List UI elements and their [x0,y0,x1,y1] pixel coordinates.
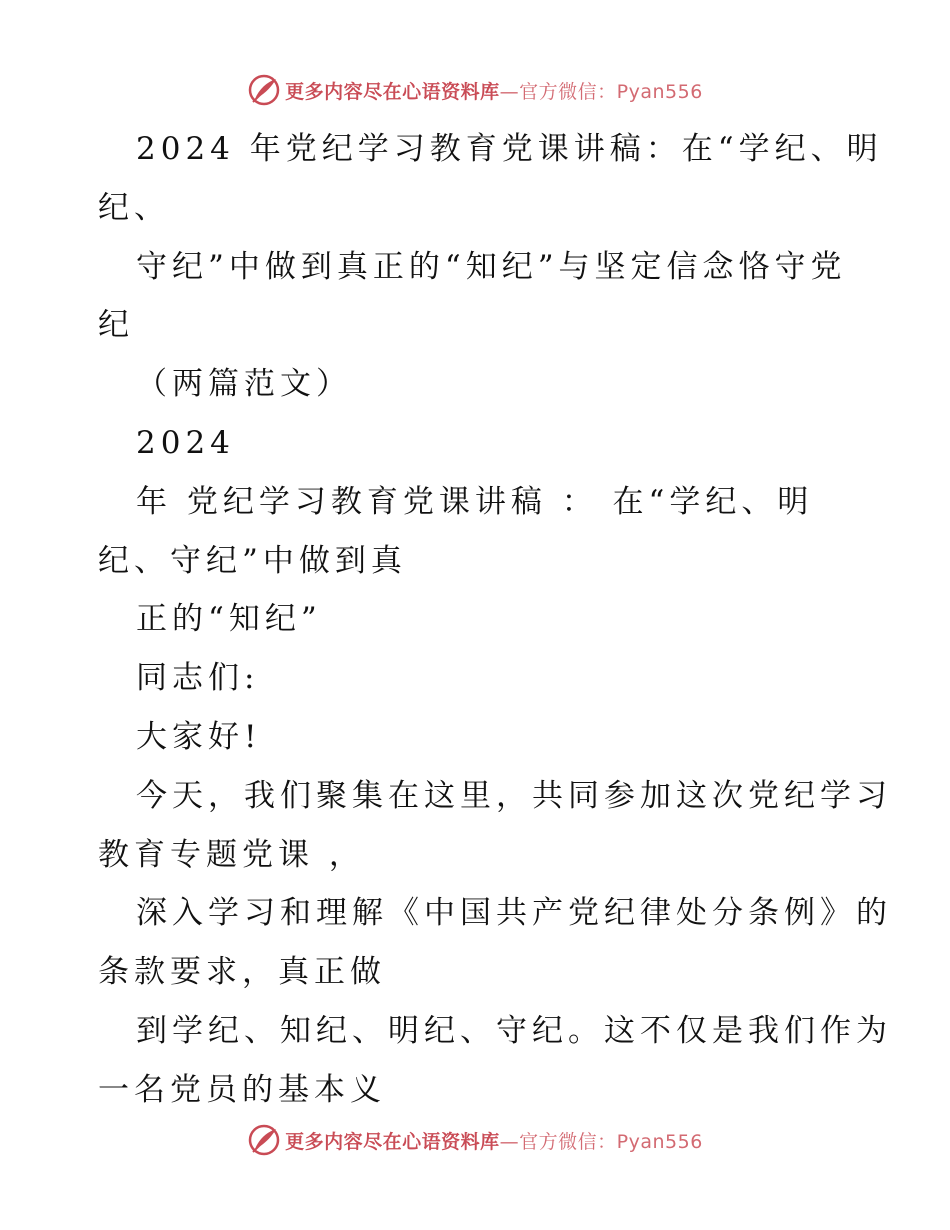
watermark-text: 更多内容尽在心语资料库—官方微信：Pyan556 [285,1130,703,1153]
text-line: 教育专题党课 ， [98,836,365,873]
document-body [98,120,892,1120]
text-line: 2024 [136,424,235,461]
text-line: 守纪”中做到真正的“知纪”与坚定信念恪守党 [136,248,847,285]
text-line: 同志们: [136,660,260,697]
text-line: 深入学习和理解《中国共产党纪律处分条例》的 [136,895,892,932]
text-line: 正的“知纪” [136,601,322,638]
text-line: 2024 年党纪学习教育党课讲稿：在“学纪、明 [136,131,883,167]
header-watermark [0,70,950,110]
text-line: 年 党纪学习教育党课讲稿 ： 在“学纪、明 [136,483,814,520]
text-line: 到学纪、知纪、明纪、守纪。这不仅是我们作为 [136,1012,892,1049]
footer-watermark [0,1120,950,1160]
text-line: （两篇范文） [136,366,352,403]
text-line: 今天，我们聚集在这里，共同参加这次党纪学习 [136,777,892,814]
text-line: 条款要求，真正做 [98,954,386,991]
feather-pen-logo-icon [247,73,281,107]
text-line: 大家好! [136,718,262,755]
watermark-text: 更多内容尽在心语资料库—官方微信：Pyan556 [285,80,703,103]
feather-pen-logo-icon [247,1123,281,1157]
text-line: 纪、 [98,189,170,226]
text-line: 一名党员的基本义 [98,1071,386,1108]
text-line: 纪、守纪”中做到真 [98,542,407,579]
text-line: 纪 [98,307,134,344]
